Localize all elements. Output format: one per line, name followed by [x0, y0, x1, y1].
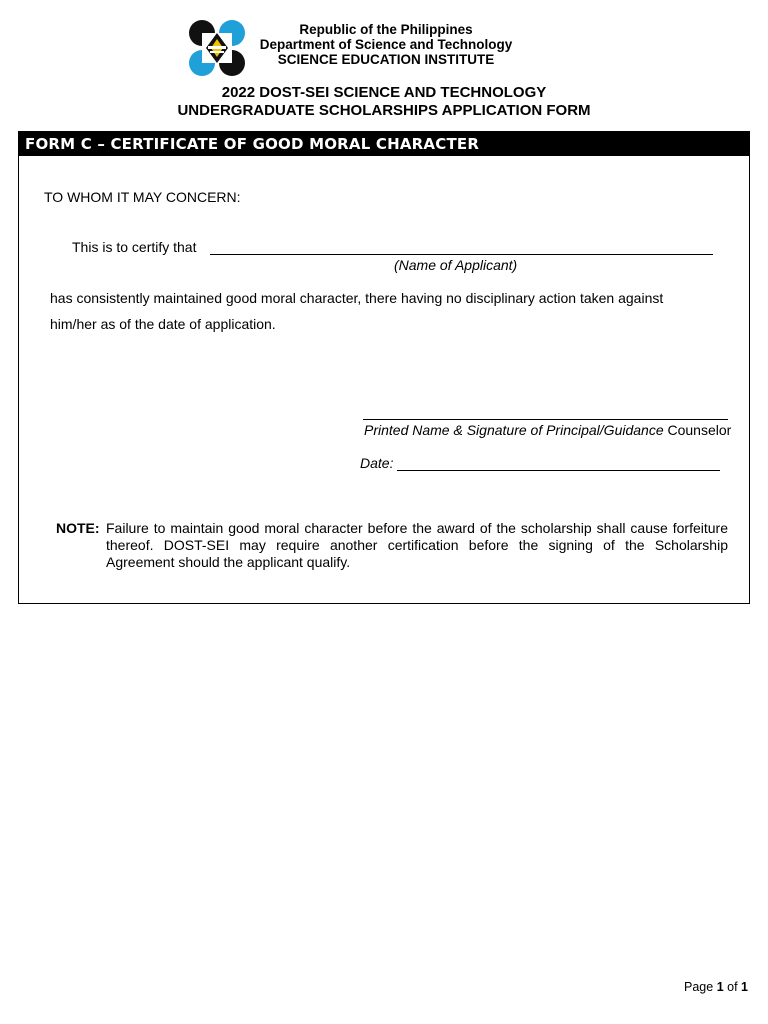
header-department: Department of Science and Technology [259, 37, 513, 52]
total-pages: 1 [741, 980, 748, 994]
applicant-name-line[interactable] [210, 254, 713, 255]
signature-caption [364, 422, 731, 438]
of-word: of [727, 980, 738, 994]
date-label: Date: [360, 455, 394, 471]
statement-line2: him/her as of the date of application. [50, 316, 276, 332]
agency-header [248, 22, 524, 67]
signature-line[interactable] [363, 419, 728, 420]
form-title [0, 84, 768, 120]
header-republic: Republic of the Philippines [299, 22, 473, 37]
signature-caption-regular: Counselor [667, 422, 732, 438]
section-title: FORM C – CERTIFICATE OF GOOD MORAL CHARACTER [19, 132, 749, 156]
salutation: TO WHOM IT MAY CONCERN: [44, 189, 241, 205]
name-caption: (Name of Applicant) [394, 257, 518, 273]
current-page: 1 [716, 980, 724, 994]
certificate-box [18, 131, 750, 604]
statement-line1: has consistently maintained good moral character, there having no disciplinary action taken against [50, 290, 664, 306]
date-line[interactable] [397, 470, 720, 471]
dost-logo-icon [188, 19, 246, 77]
form-title-line2: UNDERGRADUATE SCHOLARSHIPS APPLICATION FORM [177, 102, 591, 119]
page-number [684, 980, 748, 994]
header-institute: SCIENCE EDUCATION INSTITUTE [277, 52, 495, 67]
certify-prefix: This is to certify that [72, 239, 197, 255]
signature-caption-italic: Printed Name & Signature of Principal/Guidance [364, 422, 664, 438]
page-word: Page [684, 980, 714, 994]
note-text: Failure to maintain good moral character before the award of the scholarship shall cause forfeiture thereof. DOST-SEI may require another certification before the signing of the Scholarship Agreement should the applicant qualify. [106, 520, 728, 570]
note [56, 520, 728, 571]
note-label: NOTE: [56, 520, 100, 536]
form-title-line1: 2022 DOST-SEI SCIENCE AND TECHNOLOGY [221, 84, 547, 101]
